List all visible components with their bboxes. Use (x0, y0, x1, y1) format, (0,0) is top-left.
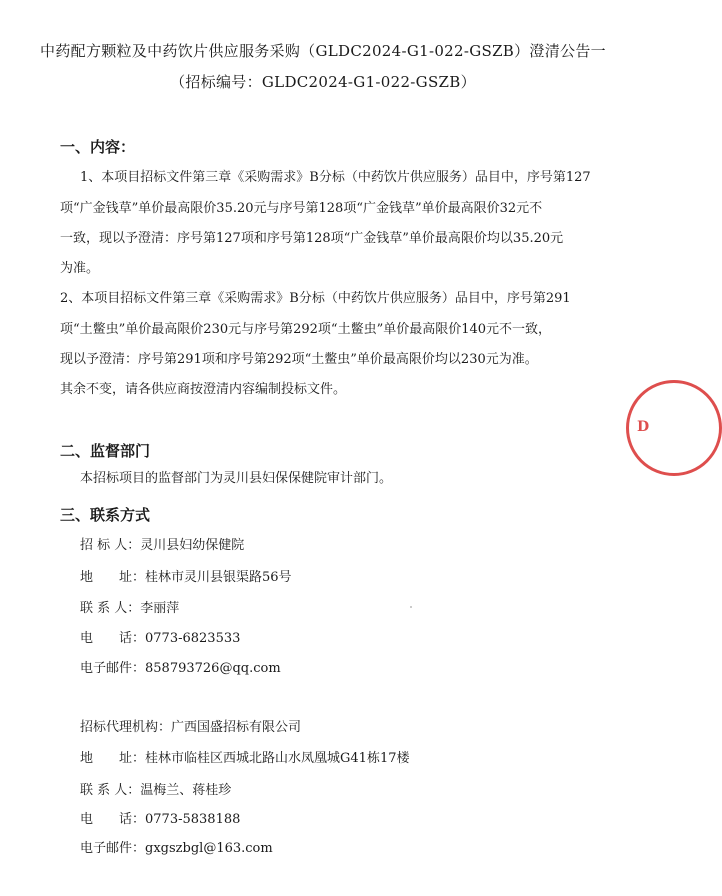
agent-address-value: 桂林市临桂区西城北路山水凤凰城G41栋17楼 (145, 751, 410, 766)
agent-address-label: 地 址： (80, 751, 146, 766)
purchaser-address-row (80, 566, 292, 585)
purchaser-contact-row (80, 597, 179, 616)
para2-line1: 2、本项目招标文件第三章《采购需求》B分标（中药饮片供应服务）品目中，序号第291 (60, 291, 571, 306)
supervision-text: 本招标项目的监督部门为灵川县妇保保健院审计部门。 (80, 471, 393, 486)
contact-label: 联 系 人： (80, 601, 141, 616)
email-value[interactable]: 858793726@qq.com (145, 661, 281, 676)
section3-heading: 三、联系方式 (60, 506, 151, 524)
agent-address-row (80, 747, 410, 766)
para1-line4: 为准。 (60, 261, 100, 276)
purchaser-phone-row (80, 627, 240, 646)
purchaser-label: 招 标 人： (80, 538, 141, 553)
scan-speck (410, 606, 412, 608)
para3: 其余不变，请各供应商按澄清内容编制投标文件。 (60, 382, 347, 397)
agent-phone-value: 0773-5838188 (145, 812, 241, 827)
phone-value: 0773-6823533 (145, 631, 241, 646)
para2-line2: 项“土鳖虫”单价最高限价230元与序号第292项“土鳖虫”单价最高限价140元不一致， (60, 322, 552, 337)
agent-phone-row (80, 808, 240, 827)
agent-phone-label: 电 话： (80, 812, 146, 827)
purchaser-row (80, 534, 244, 553)
agent-contact-label: 联 系 人： (80, 783, 141, 798)
purchaser-value: 灵川县妇幼保健院 (140, 538, 245, 553)
document-title: 中药配方颗粒及中药饮片供应服务采购（GLDC2024-G1-022-GSZB）澄清公告一 (40, 42, 606, 60)
official-seal (626, 380, 722, 476)
purchaser-email-row (80, 657, 281, 676)
agent-row (80, 716, 301, 735)
section2-heading: 二、监督部门 (60, 442, 151, 460)
agent-email-value[interactable]: gxgszbgl@163.com (145, 841, 273, 856)
tender-number: （招标编号：GLDC2024-G1-022-GSZB） (170, 73, 476, 91)
agent-email-row (80, 837, 273, 856)
address-value: 桂林市灵川县银渠路56号 (145, 570, 292, 585)
agent-value: 广西国盛招标有限公司 (171, 720, 302, 735)
address-label: 地 址： (80, 570, 146, 585)
seal-text: D (637, 419, 650, 435)
agent-label: 招标代理机构： (80, 720, 172, 735)
contact-value: 李丽萍 (140, 601, 180, 616)
email-label: 电子邮件： (80, 661, 146, 676)
section1-heading: 一、内容： (60, 138, 136, 156)
para1-line3: 一致，现以予澄清：序号第127项和序号第128项“广金钱草”单价最高限价均以35.20元 (60, 231, 564, 246)
agent-email-label: 电子邮件： (80, 841, 146, 856)
para2-line3: 现以予澄清：序号第291项和序号第292项“土鳖虫”单价最高限价均以230元为准。 (60, 352, 538, 367)
para1-line1: 1、本项目招标文件第三章《采购需求》B分标（中药饮片供应服务）品目中，序号第127 (80, 170, 591, 185)
agent-contact-row (80, 779, 231, 798)
phone-label: 电 话： (80, 631, 146, 646)
agent-contact-value: 温梅兰、蒋桂珍 (140, 783, 232, 798)
para1-line2: 项“广金钱草”单价最高限价35.20元与序号第128项“广金钱草”单价最高限价32元不 (60, 201, 543, 216)
